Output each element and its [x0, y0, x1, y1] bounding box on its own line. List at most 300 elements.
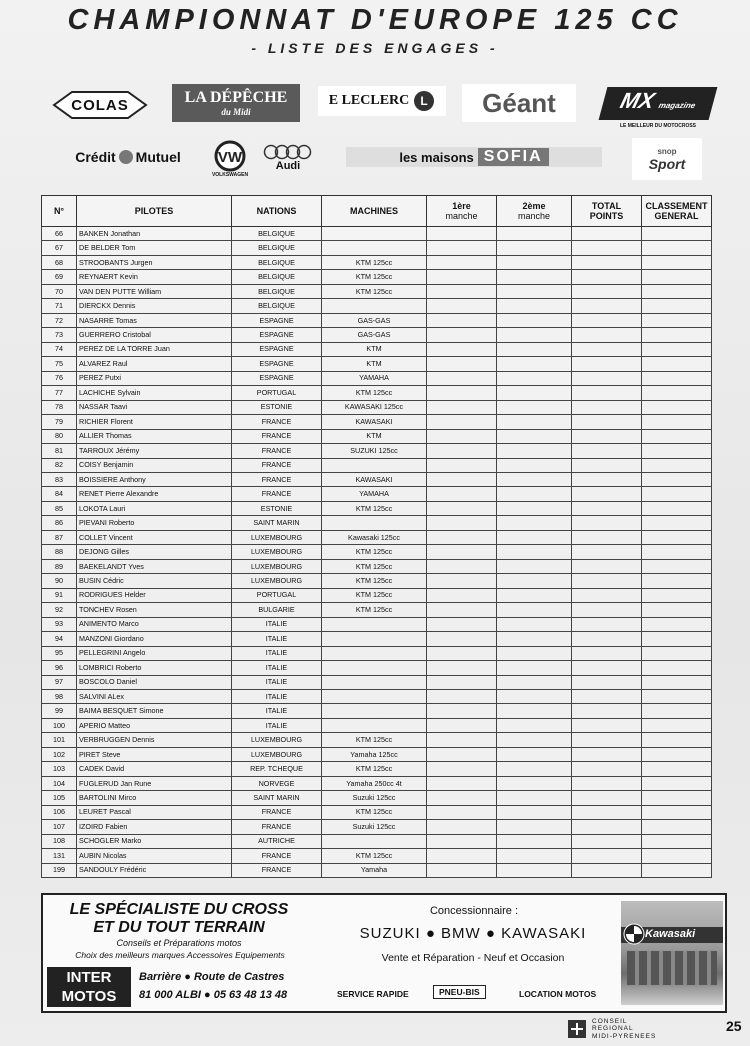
table-row [42, 791, 712, 805]
table-row [42, 357, 712, 371]
table-row [42, 516, 712, 530]
conseil-regional-logo: CONSEIL REGIONAL MIDI-PYRENEES [567, 1016, 677, 1042]
cell-machine: KAWASAKI 125cc [322, 400, 427, 414]
cell-num: 88 [42, 545, 77, 559]
cell-machine: KTM 125cc [322, 588, 427, 602]
cell-manche2 [497, 227, 572, 241]
cell-machine: KTM 125cc [322, 270, 427, 284]
cell-num: 93 [42, 617, 77, 631]
cell-manche2 [497, 516, 572, 530]
svg-text:VW: VW [217, 149, 243, 166]
cell-pilote: RICHIER Florent [77, 415, 232, 429]
table-row [42, 617, 712, 631]
table-row [42, 747, 712, 761]
cell-machine: Yamaha 250cc 4t [322, 776, 427, 790]
cell-num: 107 [42, 820, 77, 834]
cell-manche2 [497, 444, 572, 458]
cell-classement [642, 328, 712, 342]
cell-machine: Suzuki 125cc [322, 820, 427, 834]
table-row [42, 342, 712, 356]
table-row [42, 675, 712, 689]
cell-num: 108 [42, 834, 77, 848]
cell-num: 77 [42, 386, 77, 400]
cell-total [572, 415, 642, 429]
cell-manche1 [427, 415, 497, 429]
cell-manche2 [497, 400, 572, 414]
cell-total [572, 400, 642, 414]
cell-classement [642, 241, 712, 255]
cell-total [572, 429, 642, 443]
inter-motos-ad [41, 893, 727, 1013]
cell-machine [322, 632, 427, 646]
cell-nation: LUXEMBOURG [232, 559, 322, 573]
cell-classement [642, 588, 712, 602]
cell-total [572, 747, 642, 761]
cell-machine: KTM 125cc [322, 386, 427, 400]
cell-machine: YAMAHA [322, 371, 427, 385]
cell-manche2 [497, 603, 572, 617]
cell-manche1 [427, 501, 497, 515]
cell-pilote: COISY Benjamin [77, 458, 232, 472]
cell-pilote: NASSAR Taavi [77, 400, 232, 414]
col-header-manche2: 2ème manche [497, 196, 572, 227]
cell-manche2 [497, 371, 572, 385]
cell-nation: FRANCE [232, 863, 322, 877]
cell-classement [642, 270, 712, 284]
cell-classement [642, 834, 712, 848]
table-row [42, 284, 712, 298]
cell-manche2 [497, 284, 572, 298]
ad-concessionnaire: Concessionnaire : [429, 905, 519, 917]
cell-machine: KTM [322, 357, 427, 371]
cell-classement [642, 227, 712, 241]
cell-num: 101 [42, 733, 77, 747]
table-row [42, 805, 712, 819]
cell-pilote: TARROUX Jérémy [77, 444, 232, 458]
table-header-row [42, 196, 712, 227]
cell-total [572, 588, 642, 602]
cell-manche2 [497, 429, 572, 443]
cell-pilote: RENET Pierre Alexandre [77, 487, 232, 501]
cell-machine: Yamaha [322, 863, 427, 877]
cell-manche1 [427, 227, 497, 241]
cell-machine: KTM 125cc [322, 849, 427, 863]
cell-machine: KTM [322, 429, 427, 443]
cell-pilote: NASARRE Tomas [77, 313, 232, 327]
cell-manche1 [427, 690, 497, 704]
cell-manche1 [427, 747, 497, 761]
cell-nation: BELGIQUE [232, 241, 322, 255]
cell-machine: KTM 125cc [322, 284, 427, 298]
cell-total [572, 328, 642, 342]
table-row [42, 313, 712, 327]
cell-total [572, 299, 642, 313]
cell-manche2 [497, 415, 572, 429]
cell-nation: PORTUGAL [232, 386, 322, 400]
audi-logo: Audi [260, 140, 316, 176]
cell-nation: BELGIQUE [232, 284, 322, 298]
cell-classement [642, 675, 712, 689]
cell-nation: ITALIE [232, 690, 322, 704]
cell-pilote: ANIMENTO Marco [77, 617, 232, 631]
cell-machine: KTM 125cc [322, 574, 427, 588]
cell-manche1 [427, 255, 497, 269]
inter-motos-logo: INTER MOTOS [47, 967, 131, 1007]
cell-num: 106 [42, 805, 77, 819]
cell-manche2 [497, 747, 572, 761]
cell-total [572, 458, 642, 472]
cell-pilote: BUSIN Cédric [77, 574, 232, 588]
cell-nation: FRANCE [232, 444, 322, 458]
cell-machine: Suzuki 125cc [322, 791, 427, 805]
cell-classement [642, 386, 712, 400]
cell-nation: BELGIQUE [232, 227, 322, 241]
cell-manche1 [427, 588, 497, 602]
ad-pneu-bis: PNEU-BIS [433, 985, 486, 999]
cell-manche2 [497, 588, 572, 602]
cell-manche2 [497, 632, 572, 646]
cell-manche2 [497, 820, 572, 834]
cell-machine: KTM 125cc [322, 733, 427, 747]
cell-pilote: SALVINI ALex [77, 690, 232, 704]
cell-manche1 [427, 574, 497, 588]
cell-classement [642, 530, 712, 544]
table-row [42, 603, 712, 617]
cell-manche2 [497, 762, 572, 776]
cell-machine: KAWASAKI [322, 415, 427, 429]
cell-num: 131 [42, 849, 77, 863]
cell-machine: Kawasaki 125cc [322, 530, 427, 544]
cell-classement [642, 704, 712, 718]
shop-photo [621, 901, 723, 1005]
cell-manche2 [497, 849, 572, 863]
cell-pilote: PIRET Steve [77, 747, 232, 761]
cell-num: 81 [42, 444, 77, 458]
cell-total [572, 733, 642, 747]
cell-manche2 [497, 834, 572, 848]
cell-pilote: PIEVANI Roberto [77, 516, 232, 530]
cell-pilote: RODRIGUES Helder [77, 588, 232, 602]
cell-nation: ITALIE [232, 675, 322, 689]
cell-pilote: PELLEGRINI Angelo [77, 646, 232, 660]
table-row [42, 632, 712, 646]
cell-pilote: BAEKELANDT Yves [77, 559, 232, 573]
cell-total [572, 227, 642, 241]
table-row [42, 733, 712, 747]
cell-total [572, 284, 642, 298]
cell-total [572, 805, 642, 819]
cell-manche1 [427, 646, 497, 660]
cell-classement [642, 820, 712, 834]
cell-total [572, 834, 642, 848]
cell-pilote: BANKEN Jonathan [77, 227, 232, 241]
cell-machine: KTM 125cc [322, 805, 427, 819]
cell-nation: NORVEGE [232, 776, 322, 790]
snop-sport-logo: snop Sport [632, 138, 702, 180]
shop-sign: Kawasaki [645, 928, 696, 940]
cell-manche2 [497, 718, 572, 732]
cell-machine: GAS-GAS [322, 313, 427, 327]
cell-manche1 [427, 863, 497, 877]
cell-total [572, 516, 642, 530]
col-header-machines: MACHINES [322, 196, 427, 227]
cell-manche2 [497, 675, 572, 689]
leclerc-logo: E LECLERC L [318, 86, 446, 116]
cell-nation: SAINT MARIN [232, 791, 322, 805]
table-row [42, 776, 712, 790]
cell-pilote: FUGLERUD Jan Rune [77, 776, 232, 790]
cell-nation: ESTONIE [232, 400, 322, 414]
cell-classement [642, 299, 712, 313]
cell-total [572, 472, 642, 486]
cell-manche1 [427, 357, 497, 371]
cell-nation: REP. TCHEQUE [232, 762, 322, 776]
col-header-classement: CLASSEMENT GENERAL [642, 196, 712, 227]
ad-headline-1: LE SPÉCIALISTE DU CROSS [69, 901, 289, 918]
cell-manche2 [497, 342, 572, 356]
cell-manche2 [497, 617, 572, 631]
cell-nation: ITALIE [232, 661, 322, 675]
cell-num: 84 [42, 487, 77, 501]
colas-logo: COLAS [52, 90, 148, 120]
cell-nation: ITALIE [232, 704, 322, 718]
cell-pilote: LOKOTA Lauri [77, 501, 232, 515]
table-row [42, 415, 712, 429]
cell-nation: PORTUGAL [232, 588, 322, 602]
cell-manche1 [427, 661, 497, 675]
cell-machine: SUZUKI 125cc [322, 444, 427, 458]
table-row [42, 863, 712, 877]
cell-total [572, 704, 642, 718]
cell-machine [322, 718, 427, 732]
cell-num: 69 [42, 270, 77, 284]
cell-nation: ESPAGNE [232, 313, 322, 327]
cell-machine: KTM [322, 342, 427, 356]
cell-classement [642, 415, 712, 429]
cell-num: 95 [42, 646, 77, 660]
cell-manche2 [497, 472, 572, 486]
cell-manche1 [427, 762, 497, 776]
cell-classement [642, 501, 712, 515]
cell-nation: BELGIQUE [232, 299, 322, 313]
cell-classement [642, 849, 712, 863]
cell-pilote: GUERRERO Cristobal [77, 328, 232, 342]
cell-manche1 [427, 834, 497, 848]
cell-manche1 [427, 487, 497, 501]
cell-pilote: PEREZ Putxi [77, 371, 232, 385]
cell-pilote: BOISSIERE Anthony [77, 472, 232, 486]
cell-manche1 [427, 241, 497, 255]
cell-pilote: LOMBRICI Roberto [77, 661, 232, 675]
cell-classement [642, 371, 712, 385]
cell-pilote: LACHICHE Sylvain [77, 386, 232, 400]
cell-nation: FRANCE [232, 805, 322, 819]
cell-total [572, 545, 642, 559]
cell-total [572, 386, 642, 400]
cell-manche2 [497, 328, 572, 342]
cell-num: 91 [42, 588, 77, 602]
cell-pilote: BAIMA BESQUET Simone [77, 704, 232, 718]
cell-total [572, 487, 642, 501]
table-row [42, 762, 712, 776]
cell-classement [642, 863, 712, 877]
cell-manche2 [497, 661, 572, 675]
cell-classement [642, 545, 712, 559]
ad-address-2: 81 000 ALBI ● 05 63 48 13 48 [139, 989, 288, 1001]
table-row [42, 227, 712, 241]
cell-manche2 [497, 574, 572, 588]
ad-headline-2: ET DU TOUT TERRAIN [93, 919, 265, 936]
table-row [42, 646, 712, 660]
ad-location: LOCATION MOTOS [519, 989, 597, 999]
cell-machine [322, 617, 427, 631]
cell-machine: KAWASAKI [322, 472, 427, 486]
cell-num: 92 [42, 603, 77, 617]
cell-manche2 [497, 559, 572, 573]
cell-nation: BELGIQUE [232, 270, 322, 284]
cell-total [572, 501, 642, 515]
table-row [42, 545, 712, 559]
cell-num: 76 [42, 371, 77, 385]
svg-text:L: L [420, 94, 428, 108]
cell-pilote: SCHOGLER Marko [77, 834, 232, 848]
cell-machine: KTM 125cc [322, 255, 427, 269]
region-cross-icon [567, 1019, 587, 1039]
cell-manche2 [497, 690, 572, 704]
cell-machine: KTM 125cc [322, 501, 427, 515]
cell-classement [642, 747, 712, 761]
cell-nation: ITALIE [232, 718, 322, 732]
cell-manche1 [427, 429, 497, 443]
cell-pilote: CADEK David [77, 762, 232, 776]
cell-classement [642, 458, 712, 472]
cell-manche1 [427, 371, 497, 385]
cell-num: 71 [42, 299, 77, 313]
cell-manche1 [427, 270, 497, 284]
cell-total [572, 820, 642, 834]
cell-manche1 [427, 704, 497, 718]
cell-pilote: AUBIN Nicolas [77, 849, 232, 863]
cell-manche1 [427, 776, 497, 790]
cell-manche2 [497, 255, 572, 269]
cell-manche2 [497, 487, 572, 501]
cell-machine [322, 241, 427, 255]
cell-nation: BELGIQUE [232, 255, 322, 269]
table-row [42, 386, 712, 400]
table-row [42, 849, 712, 863]
cell-manche2 [497, 357, 572, 371]
cell-total [572, 313, 642, 327]
cell-pilote: DIERCKX Dennis [77, 299, 232, 313]
cell-num: 72 [42, 313, 77, 327]
cell-manche1 [427, 342, 497, 356]
table-row [42, 444, 712, 458]
cell-manche2 [497, 791, 572, 805]
cell-manche2 [497, 733, 572, 747]
cell-nation: ESPAGNE [232, 328, 322, 342]
cell-num: 97 [42, 675, 77, 689]
credit-mutuel-mark-icon [118, 149, 134, 165]
table-row [42, 400, 712, 414]
credit-mutuel-logo: Crédit Mutuel [75, 149, 181, 165]
cell-classement [642, 313, 712, 327]
cell-classement [642, 646, 712, 660]
cell-num: 82 [42, 458, 77, 472]
table-row [42, 270, 712, 284]
cell-total [572, 690, 642, 704]
cell-manche1 [427, 313, 497, 327]
cell-total [572, 270, 642, 284]
cell-classement [642, 603, 712, 617]
cell-manche1 [427, 299, 497, 313]
cell-total [572, 863, 642, 877]
cell-manche1 [427, 472, 497, 486]
cell-num: 105 [42, 791, 77, 805]
cell-nation: ESPAGNE [232, 357, 322, 371]
cell-total [572, 530, 642, 544]
table-row [42, 487, 712, 501]
cell-num: 96 [42, 661, 77, 675]
cell-pilote: BOSCOLO Daniel [77, 675, 232, 689]
cell-total [572, 791, 642, 805]
cell-manche1 [427, 284, 497, 298]
cell-manche1 [427, 805, 497, 819]
cell-pilote: PEREZ DE LA TORRE Juan [77, 342, 232, 356]
cell-nation: LUXEMBOURG [232, 530, 322, 544]
cell-num: 66 [42, 227, 77, 241]
cell-nation: FRANCE [232, 415, 322, 429]
cell-nation: ESTONIE [232, 501, 322, 515]
cell-classement [642, 342, 712, 356]
cell-manche1 [427, 458, 497, 472]
cell-manche2 [497, 313, 572, 327]
cell-machine [322, 458, 427, 472]
cell-manche1 [427, 820, 497, 834]
cell-manche2 [497, 704, 572, 718]
cell-manche1 [427, 444, 497, 458]
cell-manche2 [497, 863, 572, 877]
table-row [42, 241, 712, 255]
cell-classement [642, 255, 712, 269]
cell-manche1 [427, 675, 497, 689]
cell-machine [322, 834, 427, 848]
table-row [42, 472, 712, 486]
cell-classement [642, 487, 712, 501]
cell-nation: ESPAGNE [232, 342, 322, 356]
cell-classement [642, 762, 712, 776]
entries-table [41, 195, 712, 878]
cell-manche1 [427, 632, 497, 646]
cell-total [572, 255, 642, 269]
cell-classement [642, 805, 712, 819]
cell-machine: YAMAHA [322, 487, 427, 501]
cell-num: 94 [42, 632, 77, 646]
ad-service-rapide: SERVICE RAPIDE [337, 989, 409, 999]
table-row [42, 328, 712, 342]
cell-machine [322, 704, 427, 718]
table-row [42, 501, 712, 515]
col-header-total: TOTAL POINTS [572, 196, 642, 227]
cell-pilote: TONCHEV Rosen [77, 603, 232, 617]
cell-pilote: DE BELDER Tom [77, 241, 232, 255]
ad-brands: SUZUKI ● BMW ● KAWASAKI [359, 925, 587, 942]
cell-nation: LUXEMBOURG [232, 747, 322, 761]
cell-pilote: ALVAREZ Raul [77, 357, 232, 371]
cell-pilote: DEJONG Gilles [77, 545, 232, 559]
cell-pilote: VERBRUGGEN Dennis [77, 733, 232, 747]
table-row [42, 429, 712, 443]
maisons-sofia-logo: les maisons SOFIA [346, 147, 602, 167]
